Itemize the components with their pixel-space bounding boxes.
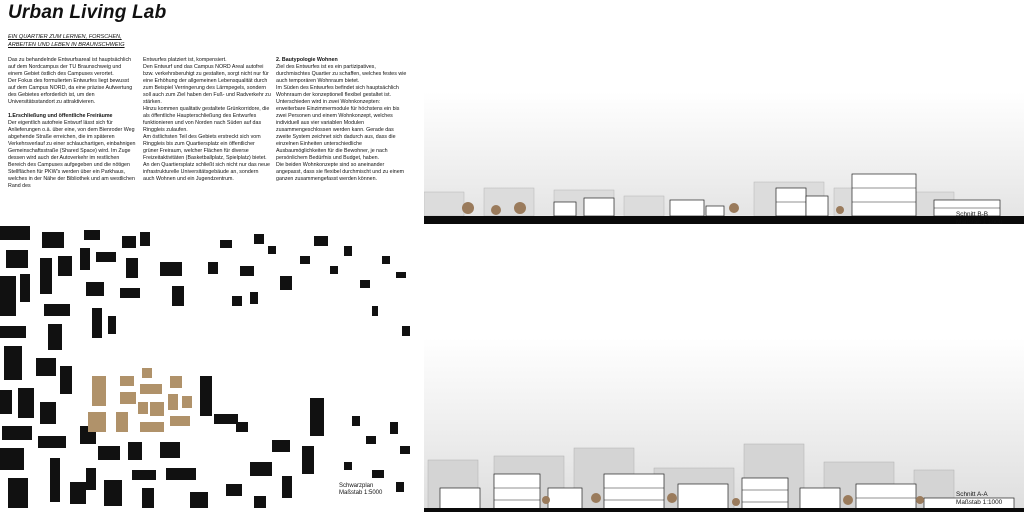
section-b-label [956,211,1002,228]
plan-label-scale: Maßstab 1:5000 [339,490,383,497]
plan-label-title: Schwarzplan [339,483,374,489]
erschliessung-paragraph: Der eigentlich autofreie Entwurf lässt sich für Anlieferungen o.ä. über eine, von dem Bienroder Weg abgehende Straße erreichen, die im späteren Verkehrsverlauf zu einer schlauchartigen, einbahnigen Gemeinschaftsstraße (Shared Space) wird. Im Zuge dessen wird auch der Autoverkehr im restlichen Bereich des Campuses aufgegeben und die nötigen Stellflächen für PKW's werden über ein Parkhaus, welches in der Nähe der Bibliothek und am westlichen Rand des [8,119,137,189]
section-heading-bautypologie: 2. Bautypologie Wohnen [276,57,338,63]
section-a-scale: Maßstab 1:1000 [956,499,1003,507]
text-column-3 [276,57,410,183]
section-b-title: Schnitt B-B [956,211,988,218]
section-a-label [956,491,1002,508]
section-b-ground [424,216,1024,227]
section-b-scale: Maßstab 1:1000 [956,219,1003,227]
section-a-ground [424,508,1024,512]
page-subtitle [8,34,148,49]
plan-design-buildings [88,368,192,432]
section-a-title: Schnitt A-A [956,491,988,498]
subtitle-line-1: EIN QUARTIER ZUM LERNEN, FORSCHEN, [8,34,122,40]
section-heading-erschliessung: 1.Erschließung und öffentliche Freiräume [8,112,113,119]
page-title: Urban Living Lab [8,2,167,23]
plan-buildings [0,226,410,508]
bautypologie-paragraph: Ziel des Entwurfes ist es ein partizipatives, durchmischtes Quartier zu schaffen, welches festes wie auch temporären Wohnraum bietet. Im Süden des Entwurfes befindet sich hauptsächlich Wohnraum der konzeptionell flexibel gestaltet ist. Unterschieden wird in zwei Wohnkonzepten: erweiterbare Einzimmermodule für höchstens ein bis zwei Personen und einem Wohnkonzept, welches individuell aus vier variablen Modulen zusammengeschlossen werden kann. Gerade das zweite System zeichnet sich dadurch aus, dass die einzelnen Einheiten unterschiedliche Ausbaumöglichkeiten für die Bewohner, je nach persönlichem Bedürfnis und Budget, haben. Die beiden Wohnkonzepte sind so aneinander angepasst, dass sie flexibel durchmischt und zu einem ganzen zusammengefasst werden können. [276,63,407,182]
column-2-paragraph: Entwurfes platziert ist, kompensiert. Den Entwurf und das Campus NORD Areal autofrei bzw. verkehrsberuhigt zu gestalten, sorgt nicht nur für eine Erhöhung der allgemeinen Lebensqualität durch zum Beispiel Verringerung des Lärmpegels, sondern soll auch zum Ziel haben den Fuß- und Radverkehr zu stärken. Hinzu kommen qualitativ gestaltete Grünkorridore, die als öffentliche Haupterschließung des Entwurfes funktionieren und von Norden nach Süden auf das Ringgleis zulaufen. Am östlichsten Teil des Gebiets erstreckt sich vom Ringgleis bis zum Quartiersplatz ein öffentlicher grüner Freiraum, welcher Flächen für diverse Freizeitaktivitäten (Basketballplatz, Spielplatz) bietet. An den Quartiersplatz schließt sich nicht nur das neue infrastrukturelle Universitätsgebäude an, sondern auch Wohnen und ein Jugendzentrum. [143,57,271,182]
section-a-a-drawing [424,338,1024,512]
figure-ground-plan [0,226,414,512]
subtitle-line-2: ARBEITEN UND LEBEN IN BRAUNSCHWEIG [8,41,125,48]
plan-label [338,482,383,498]
section-b-b-drawing [424,92,1024,232]
text-column-2 [143,57,271,183]
intro-paragraph: Das zu behandelnde Entwurfsareal ist hauptsächlich auf dem Nordcampus der TU Braunschweig und einem Gebiet östlich des Campuses verortet. Der Fokus des formulierten Entwurfes liegt bewusst auf dem Campus NORD, da eine präzise Aufwertung des Gebietes erforderlich ist, um den Universitätsstandort zu attraktivieren. [8,57,133,105]
text-column-1 [8,57,136,190]
